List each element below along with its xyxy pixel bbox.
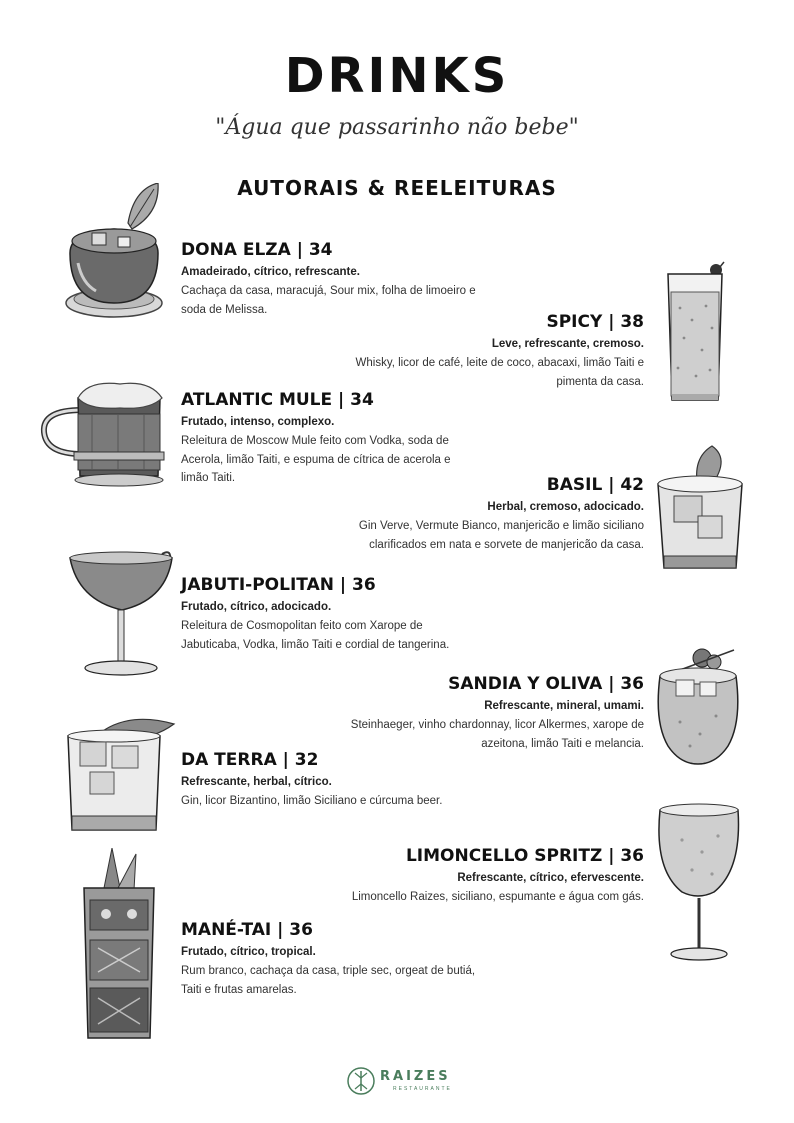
mane-tai-illustration — [78, 848, 160, 1042]
page-title: DRINKS — [284, 48, 510, 104]
drink-profile: Herbal, cremoso, adocicado. — [487, 501, 644, 513]
spicy-illustration — [662, 258, 732, 408]
jabuti-politan-illustration — [66, 544, 178, 684]
drink-da-terra — [181, 750, 481, 811]
logo-subtitle: RESTAURANTE — [393, 1086, 452, 1092]
drink-profile: Frutado, cítrico, tropical. — [181, 946, 316, 958]
drink-name: ATLANTIC MULE | 34 — [181, 390, 374, 410]
drink-limoncello-spritz — [344, 846, 644, 907]
drink-profile: Leve, refrescante, cremoso. — [491, 338, 644, 350]
drink-name: BASIL | 42 — [546, 475, 644, 495]
logo-name: RAIZES — [380, 1069, 451, 1084]
drink-description: Limoncello Raizes, siciliano, espumante e água com gás. — [351, 891, 644, 903]
drink-name: LIMONCELLO SPRITZ | 36 — [405, 846, 644, 866]
drink-profile: Refrescante, herbal, cítrico. — [181, 776, 332, 788]
drink-description: Releitura de Moscow Mule feito com Vodka, soda de Acerola, limão Taiti, e espuma de cítrica de acerola e limão Taiti. — [181, 435, 451, 485]
drink-name: JABUTI-POLITAN | 36 — [181, 575, 376, 595]
sandia-y-oliva-illustration — [650, 642, 746, 772]
drink-name: DA TERRA | 32 — [181, 750, 319, 770]
drink-basil — [344, 475, 644, 554]
drink-profile: Frutado, cítrico, adocicado. — [181, 601, 332, 613]
drink-mane-tai — [181, 920, 481, 999]
drink-name: MANÉ-TAI | 36 — [181, 920, 313, 940]
drink-name: DONA ELZA | 34 — [181, 240, 333, 260]
drink-description: Cachaça da casa, maracujá, Sour mix, folha de limoeiro e soda de Melissa. — [181, 285, 476, 316]
section-heading: AUTORAIS & REELEITURAS — [237, 176, 557, 200]
drink-description: Steinhaeger, vinho chardonnay, licor Alkermes, xarope de azeitona, limão Taiti e melancia. — [350, 719, 644, 750]
drink-name: SANDIA Y OLIVA | 36 — [448, 674, 644, 694]
drink-dona-elza — [181, 240, 481, 319]
drink-profile: Amadeirado, cítrico, refrescante. — [181, 266, 360, 278]
drink-description: Gin, licor Bizantino, limão Siciliano e cúrcuma beer. — [181, 795, 443, 807]
dona-elza-illustration — [62, 183, 174, 323]
limoncello-spritz-illustration — [652, 800, 748, 968]
drink-description: Whisky, licor de café, leite de coco, abacaxi, limão Taiti e pimenta da casa. — [355, 357, 644, 388]
raizes-logo-icon — [346, 1066, 376, 1096]
drink-description: Rum branco, cachaça da casa, triple sec, orgeat de butiá, Taiti e frutas amarelas. — [181, 965, 476, 996]
tagline: "Água que passarinho não bebe" — [215, 115, 579, 140]
basil-illustration — [652, 444, 748, 574]
atlantic-mule-illustration — [38, 380, 170, 490]
drink-profile: Refrescante, cítrico, efervescente. — [457, 872, 644, 884]
da-terra-illustration — [64, 712, 176, 836]
drink-name: SPICY | 38 — [546, 312, 644, 332]
drink-description: Gin Verve, Vermute Bianco, manjericão e limão siciliano clarificados em nata e sorvete de manjericão da casa. — [358, 520, 644, 551]
drink-sandia-y-oliva — [344, 674, 644, 753]
drink-spicy — [344, 312, 644, 391]
drink-profile: Refrescante, mineral, umami. — [484, 700, 644, 712]
drink-atlantic-mule — [181, 390, 481, 488]
drink-description: Releitura de Cosmopolitan feito com Xarope de Jabuticaba, Vodka, limão Taiti e cordial de tangerina. — [181, 620, 450, 651]
drink-profile: Frutado, intenso, complexo. — [181, 416, 335, 428]
drink-jabuti-politan — [181, 575, 481, 654]
